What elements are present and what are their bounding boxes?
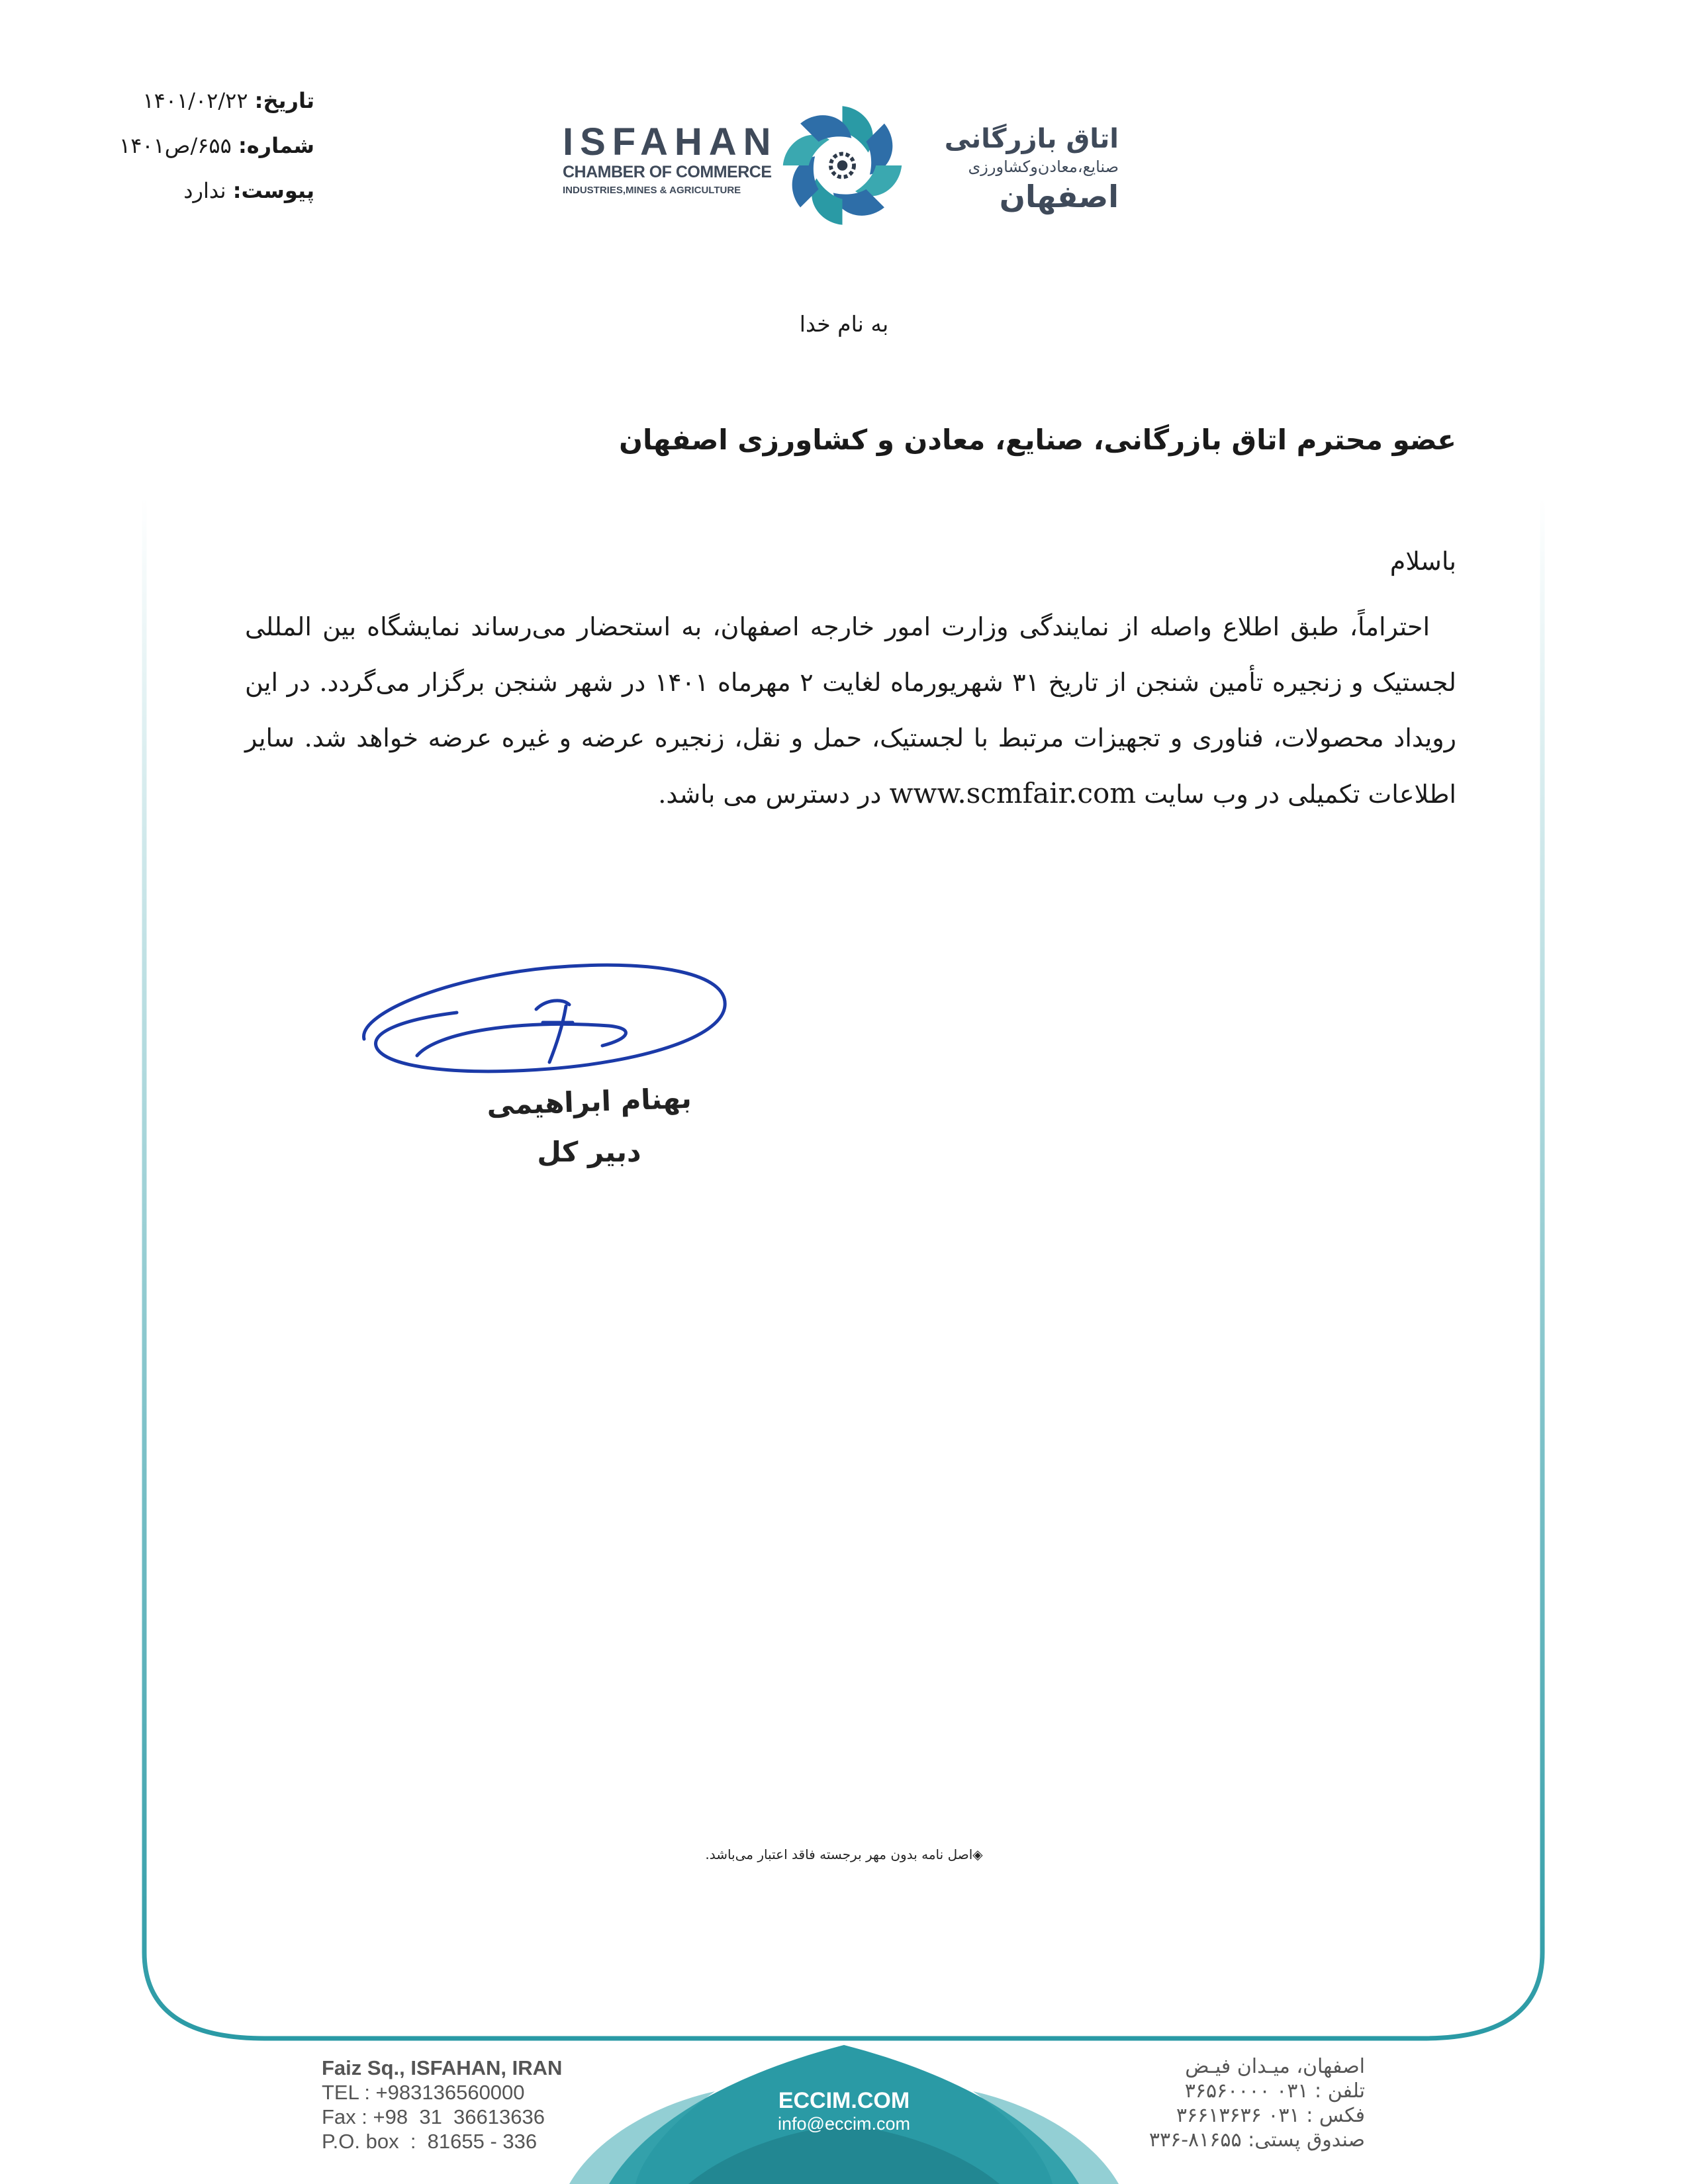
number-value: ۶۵۵/ص۱۴۰۱ bbox=[119, 133, 232, 158]
chamber-logo bbox=[563, 96, 1119, 235]
footer-fa-tel: تلفن : ۰۳۱ ۳۶۵۶۰۰۰۰ bbox=[1184, 2079, 1365, 2103]
logo-english-text bbox=[563, 120, 778, 199]
footer-web-contact bbox=[728, 2088, 960, 2134]
validity-note-text: اصل نامه بدون مهر برجسته فاقد اعتبار می‌باشد. bbox=[705, 1846, 973, 1862]
attachment-value: ندارد bbox=[183, 178, 226, 203]
footer-en-fax: Fax : +98 31 36613636 bbox=[322, 2105, 545, 2128]
footer-en-tel: TEL : +983136560000 bbox=[322, 2081, 525, 2104]
diamond-icon: ◈ bbox=[972, 1846, 983, 1862]
date-value: ۱۴۰۱/۰۲/۲۲ bbox=[142, 88, 248, 113]
attachment-row bbox=[119, 168, 314, 213]
body-text-part1: احتراماً، طبق اطلاع واصله از نمایندگی وزارت امور خارجه اصفهان، به استحضار می‌رساند نمایشگاه بین المللی لجستیک و زنجیره تأمین شنجن از تاریخ ۳۱ شهریورماه لغایت ۲ مهرماه ۱۴۰۱ در شهر شنجن برگزار می‌گردد. در این رویداد محصولات، فناوری و تجهیزات مرتبط با لجستیک، حمل و نقل، زنجیره عرضه و غیره عرضه خواهد شد. سایر اطلاعات تکمیلی در وب سایت bbox=[245, 612, 1456, 809]
website-link[interactable]: www.scmfair.com bbox=[889, 777, 1137, 809]
basmala: به نام خدا bbox=[799, 311, 889, 337]
logo-en-subtitle: CHAMBER OF COMMERCE bbox=[563, 163, 772, 181]
validity-note bbox=[695, 1846, 993, 1862]
date-row bbox=[119, 78, 314, 123]
footer-english-contact bbox=[322, 2056, 562, 2154]
footer-en-pobox: P.O. box : 81655 - 336 bbox=[322, 2130, 538, 2153]
date-label: تاریخ: bbox=[254, 88, 314, 113]
signatory-title: دبیر کل bbox=[537, 1136, 641, 1168]
number-label: شماره: bbox=[238, 133, 314, 158]
footer-fa-fax: فکس : ۰۳۱ ۳۶۶۱۳۶۳۶ bbox=[1176, 2104, 1365, 2127]
letter-meta bbox=[119, 78, 314, 213]
signatory-name: بهنام ابراهیمی bbox=[486, 1081, 692, 1122]
logo-fa-title: اتاق بازرگانی bbox=[944, 124, 1119, 154]
footer-email[interactable]: info@eccim.com bbox=[778, 2114, 910, 2134]
greeting: باسلام bbox=[1389, 547, 1456, 576]
recipient-heading: عضو محترم اتاق بازرگانی، صنایع، معادن و کشاورزی اصفهان bbox=[619, 424, 1456, 456]
letter-body bbox=[245, 599, 1456, 822]
footer-fa-pobox: صندوق پستی: ۸۱۶۵۵-۳۳۶ bbox=[1149, 2128, 1365, 2152]
number-row bbox=[119, 123, 314, 168]
body-text-part2: در دسترس می باشد. bbox=[658, 780, 882, 809]
logo-emblem-icon bbox=[778, 99, 907, 232]
logo-fa-subtitle: صنایع،معادن‌وکشاورزی bbox=[968, 158, 1119, 176]
logo-en-tagline: INDUSTRIES,MINES & AGRICULTURE bbox=[563, 185, 741, 196]
logo-persian-text bbox=[914, 122, 1119, 215]
footer-fa-address: اصفهان، میـدان فیـض bbox=[1185, 2055, 1365, 2078]
logo-fa-city: اصفهان bbox=[999, 179, 1119, 214]
footer-website[interactable]: ECCIM.COM bbox=[778, 2088, 910, 2113]
logo-en-title: ISFAHAN bbox=[563, 120, 778, 163]
footer-persian-contact bbox=[1149, 2054, 1365, 2152]
footer-en-address: Faiz Sq., ISFAHAN, IRAN bbox=[322, 2056, 563, 2079]
signature-scribble bbox=[351, 946, 735, 1105]
attachment-label: پیوست: bbox=[232, 178, 314, 203]
